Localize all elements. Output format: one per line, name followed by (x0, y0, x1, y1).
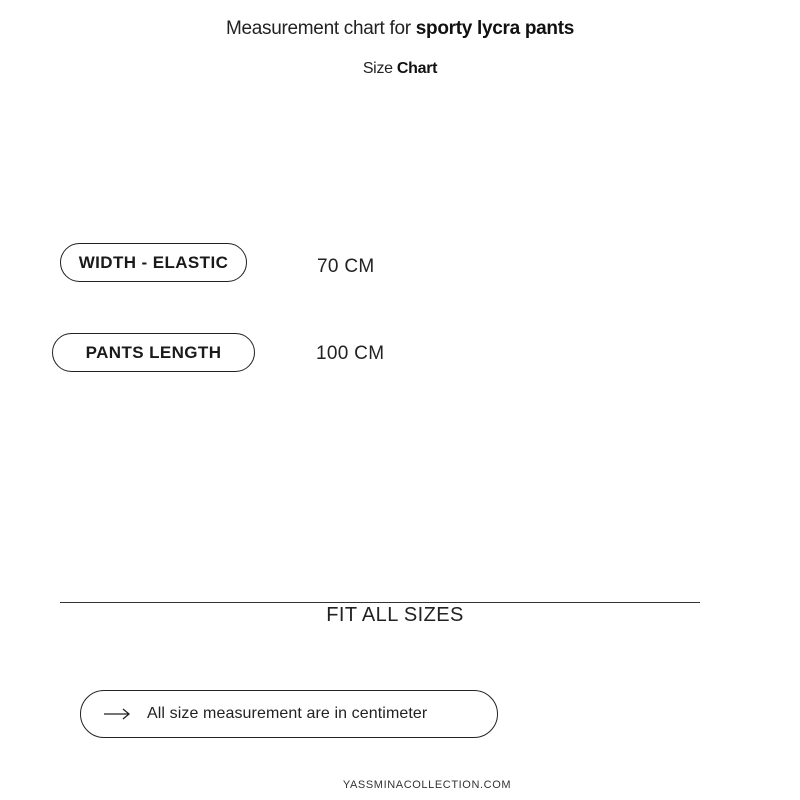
footer-site: YASSMINACOLLECTION.COM (342, 779, 512, 791)
section-divider (60, 602, 700, 603)
arrow-right-icon (103, 707, 131, 721)
info-note-text: All size measurement are in centimeter (147, 705, 428, 722)
info-note (80, 690, 498, 738)
title-product-name: sporty lycra pants (415, 18, 575, 39)
page-subtitle (0, 60, 800, 78)
measurement-label-width: WIDTH - ELASTIC (60, 243, 247, 282)
measurement-value-width: 70 CM (317, 256, 375, 277)
subtitle-prefix: Size (362, 60, 397, 77)
title-prefix: Measurement chart for (225, 18, 416, 39)
page-title (0, 18, 800, 40)
measurement-label-length: PANTS LENGTH (52, 333, 255, 372)
measurement-value-length: 100 CM (316, 343, 385, 364)
fit-all-sizes-note: FIT ALL SIZES (326, 604, 464, 626)
subtitle-bold: Chart (396, 60, 438, 77)
